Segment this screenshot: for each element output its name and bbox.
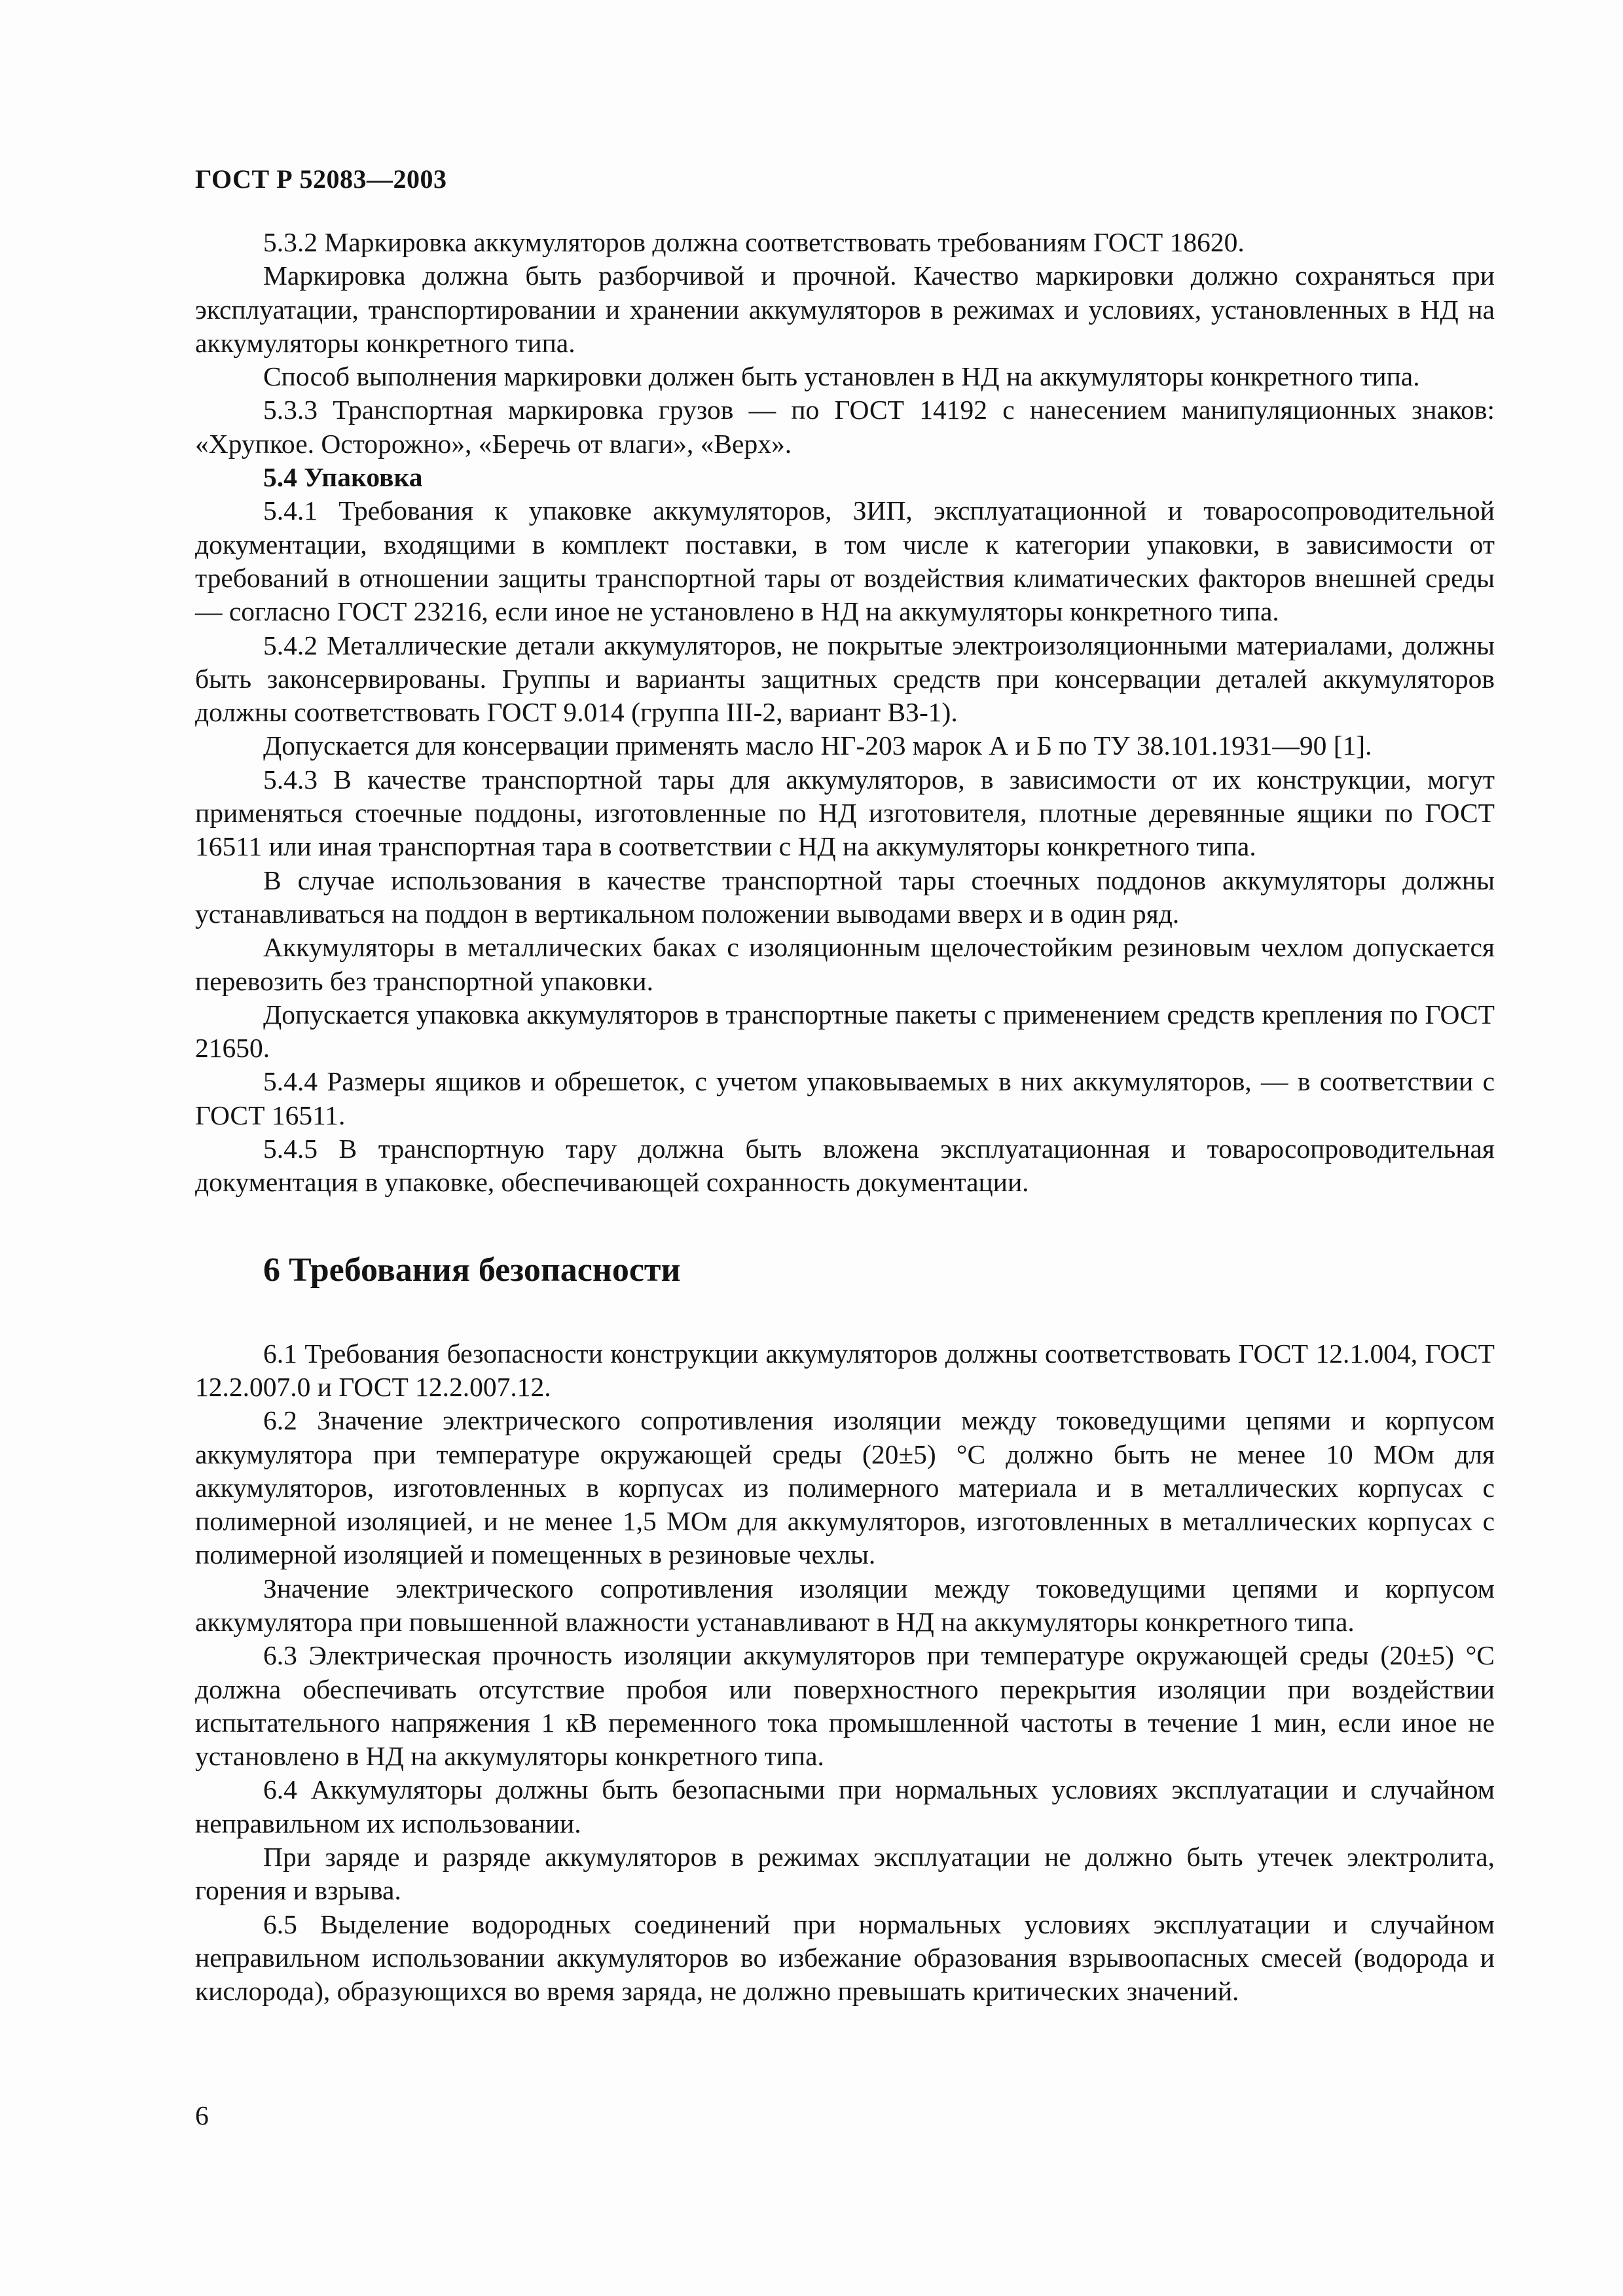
paragraph-5-4-2: 5.4.2 Металлические детали аккумуляторов, не покрытые электроизоляционными материалами, должны быть законсервированы. Группы и варианты защитных средств при консервации деталей аккумуляторов должны соответствовать ГОСТ 9.014 (группа III-2, вариант ВЗ-1). [195, 630, 1495, 728]
document-header: ГОСТ Р 52083—2003 [195, 164, 447, 194]
paragraph-5-4-4: 5.4.4 Размеры ящиков и обрешеток, с учетом упаковываемых в них аккумуляторов, — в соответствии с ГОСТ 16511. [195, 1066, 1495, 1130]
paragraph: В случае использования в качестве транспортной тары стоечных поддонов аккумуляторы должны устанавливаться на поддон в вертикальном положении выводами вверх и в один ряд. [195, 865, 1495, 929]
paragraph-5-4-3: 5.4.3 В качестве транспортной тары для аккумуляторов, в зависимости от их конструкции, могут применяться стоечные поддоны, изготовленные по НД изготовителя, плотные деревянные ящики по ГОСТ 16511 или иная транспортная тара в соответствии с НД на аккумуляторы конкретного типа. [195, 764, 1495, 862]
paragraph: Значение электрического сопротивления изоляции между токоведущими цепями и корпусом аккумулятора при повышенной влажности устанавливают в НД на аккумуляторы конкретного типа. [195, 1573, 1495, 1637]
paragraph: Маркировка должна быть разборчивой и прочной. Качество маркировки должно сохраняться при эксплуатации, транспортировании и хранении аккумуляторов в режимах и условиях, установленных в НД на аккумуляторы конкретного типа. [195, 260, 1495, 358]
paragraph-6-1: 6.1 Требования безопасности конструкции аккумуляторов должны соответствовать ГОСТ 12.1.004, ГОСТ 12.2.007.0 и ГОСТ 12.2.007.12. [195, 1338, 1495, 1402]
paragraph: Допускается упаковка аккумуляторов в транспортные пакеты с применением средств крепления по ГОСТ 21650. [195, 999, 1495, 1064]
paragraph: Способ выполнения маркировки должен быть установлен в НД на аккумуляторы конкретного типа. [263, 361, 1420, 392]
paragraph: При заряде и разряде аккумуляторов в режимах эксплуатации не должно быть утечек электролита, горения и взрыва. [195, 1842, 1495, 1906]
paragraph-5-3-3: 5.3.3 Транспортная маркировка грузов — по ГОСТ 14192 с нанесением манипуляционных знаков: «Хрупкое. Осторожно», «Беречь от влаги», «Верх». [195, 395, 1495, 459]
paragraph: Аккумуляторы в металлических баках с изоляционным щелочестойким резиновым чехлом допускается перевозить без транспортной упаковки. [195, 932, 1495, 996]
paragraph-6-5: 6.5 Выделение водородных соединений при нормальных условиях эксплуатации и случайном неправильном использовании аккумуляторов во избежание образования взрывоопасных смесей (водорода и кислорода), образующихся во время заряда, не должно превышать критических значений. [195, 1909, 1495, 2007]
paragraph-5-3-2: 5.3.2 Маркировка аккумуляторов должна соответствовать требованиям ГОСТ 18620. [263, 227, 1245, 257]
paragraph-6-2: 6.2 Значение электрического сопротивления изоляции между токоведущими цепями и корпусом аккумулятора при температуре окружающей среды (20±5) °С должно быть не менее 10 МОм для аккумуляторов, изготовленных в корпусах из полимерного материала и в металлических корпусах с полимерной изоляцией, и не менее 1,5 МОм для аккумуляторов, изготовленных в металлических корпусах с полимерной изоляцией и помещенных в резиновые чехлы. [195, 1405, 1495, 1570]
subsection-heading-5-4: 5.4 Упаковка [263, 462, 423, 493]
page-number: 6 [195, 2100, 209, 2130]
paragraph-6-4: 6.4 Аккумуляторы должны быть безопасными при нормальных условиях эксплуатации и случайном неправильном их использовании. [195, 1774, 1495, 1839]
paragraph: Допускается для консервации применять масло НГ-203 марок А и Б по ТУ 38.101.1931—90 [1]. [263, 730, 1372, 761]
paragraph-6-3: 6.3 Электрическая прочность изоляции аккумуляторов при температуре окружающей среды (20±5) °С должна обеспечивать отсутствие пробоя или поверхностного перекрытия изоляции при воздействии испытательного напряжения 1 кВ переменного тока промышленной частоты в течение 1 мин, если иное не установлено в НД на аккумуляторы конкретного типа. [195, 1640, 1495, 1772]
paragraph-5-4-5: 5.4.5 В транспортную тару должна быть вложена эксплуатационная и товаросопроводительная документация в упаковке, обеспечивающей сохранность документации. [195, 1134, 1495, 1198]
document-body [195, 226, 1495, 2009]
section-heading-6: 6 Требования безопасности [263, 1251, 681, 1289]
paragraph-5-4-1: 5.4.1 Требования к упаковке аккумуляторов, ЗИП, эксплуатационной и товаросопроводительной документации, входящими в комплект поставки, в том числе к категории упаковки, в зависимости от требований в отношении защиты транспортной тары от воздействия климатических факторов внешней среды — согласно ГОСТ 23216, если иное не установлено в НД на аккумуляторы конкретного типа. [195, 495, 1495, 627]
